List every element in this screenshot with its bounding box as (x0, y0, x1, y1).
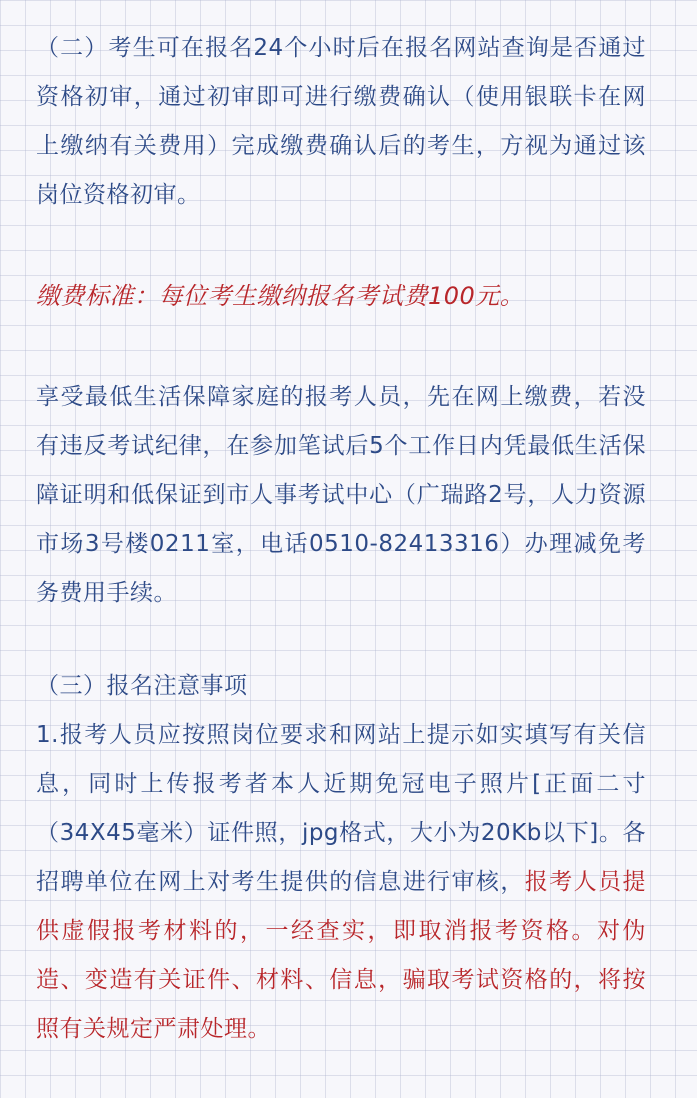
fee-standard-text: 缴费标准：每位考生缴纳报名考试费100元。 (36, 282, 525, 310)
item-1-warning-text: 报考人员提供虚假报考材料的，一经查实，即取消报考资格。对伪造、变造有关证件、材料、信息，骗取考试资格的，将按照有关规定严肃处理。 (36, 869, 646, 1042)
article-body (36, 24, 646, 1054)
item-1-normal-text: 1.报考人员应按照岗位要求和网站上提示如实填写有关信息，同时上传报考者本人近期免冠电子照片[正面二寸（34X45毫米）证件照，jpg格式，大小为20Kb以下]。各招聘单位在网上对考生提供的信息进行审核， (36, 722, 646, 895)
spacer (36, 220, 646, 272)
low-income-paragraph: 享受最低生活保障家庭的报考人员，先在网上缴费，若没有违反考试纪律，在参加笔试后5个工作日内凭最低生活保障证明和低保证到市人事考试中心（广瑞路2号，人力资源市场3号楼0211室，电话0510-82413316）办理减免考务费用手续。 (36, 384, 646, 606)
section-3-heading: （三）报名注意事项 (36, 673, 248, 699)
section-3-item-1 (36, 711, 646, 1054)
section-2-paragraph: （二）考生可在报名24个小时后在报名网站查询是否通过资格初审，通过初审即可进行缴费确认（使用银联卡在网上缴纳有关费用）完成缴费确认后的考生，方视为通过该岗位资格初审。 (36, 35, 646, 208)
spacer (36, 618, 646, 662)
spacer (36, 321, 646, 373)
